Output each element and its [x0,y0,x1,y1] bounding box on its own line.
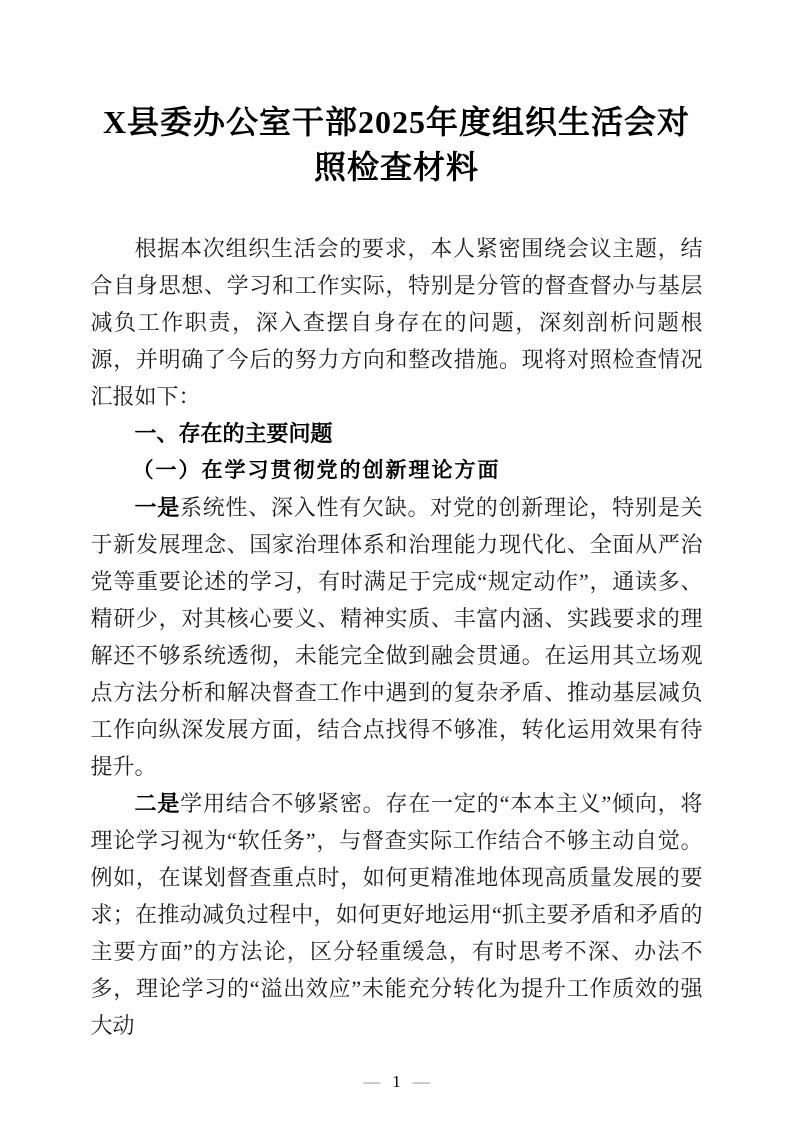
footer-dash-left: — [363,1072,381,1091]
document-title-line-2: 照检查材料 [313,149,479,185]
point-2-lead: 二是 [134,791,181,816]
subsection-heading: （一）在学习贯彻党的创新理论方面 [132,458,501,482]
point-1-lead: 一是 [134,495,180,520]
point-paragraph-1 [91,489,703,785]
footer-dash-right: — [412,1072,430,1091]
footer-page-number: 1 [392,1072,401,1091]
point-paragraph-2 [91,785,703,1044]
point-2-text: 学用结合不够紧密。存在一定的“本本主义”倾向，将理论学习视为“软任务”，与督查实际工作结合不够主动自觉。例如，在谋划督查重点时，如何更精准地体现高质量发展的要求；在推动减负过程中，如何更好地运用“抓主要矛盾和矛盾的主要方面”的方法论，区分轻重缓急，有时思考不深、办法不多，理论学习的“溢出效应”未能充分转化为提升工作质效的强大动 [90,791,703,1038]
point-1-text: 系统性、深入性有欠缺。对党的创新理论，特别是关于新发展理念、国家治理体系和治理能力现代化、全面从严治党等重要论述的学习，有时满足于完成“规定动作”，通读多、精研少，对其核心要义、精神实质、丰富内涵、实践要求的理解还不够系统透彻，未能完全做到融会贯通。在运用其立场观点方法分析和解决督查工作中遇到的复杂矛盾、推动基层减负工作向纵深发展方面，结合点找得不够准，转化运用效果有待提升。 [90,495,703,779]
document-title-line-1: X县委办公室干部2025年度组织生活会对 [102,104,691,140]
page-footer [0,1072,793,1092]
document-body [91,230,703,1044]
intro-paragraph: 根据本次组织生活会的要求，本人紧密围绕会议主题，结合自身思想、学习和工作实际，特别是分管的督查督办与基层减负工作职责，深入查摆自身存在的问题，深刻剖析问题根源，并明确了今后的努力方向和整改措施。现将对照检查情况汇报如下： [90,236,703,409]
section-heading: 一、存在的主要问题 [134,421,333,446]
document-title [57,0,737,190]
